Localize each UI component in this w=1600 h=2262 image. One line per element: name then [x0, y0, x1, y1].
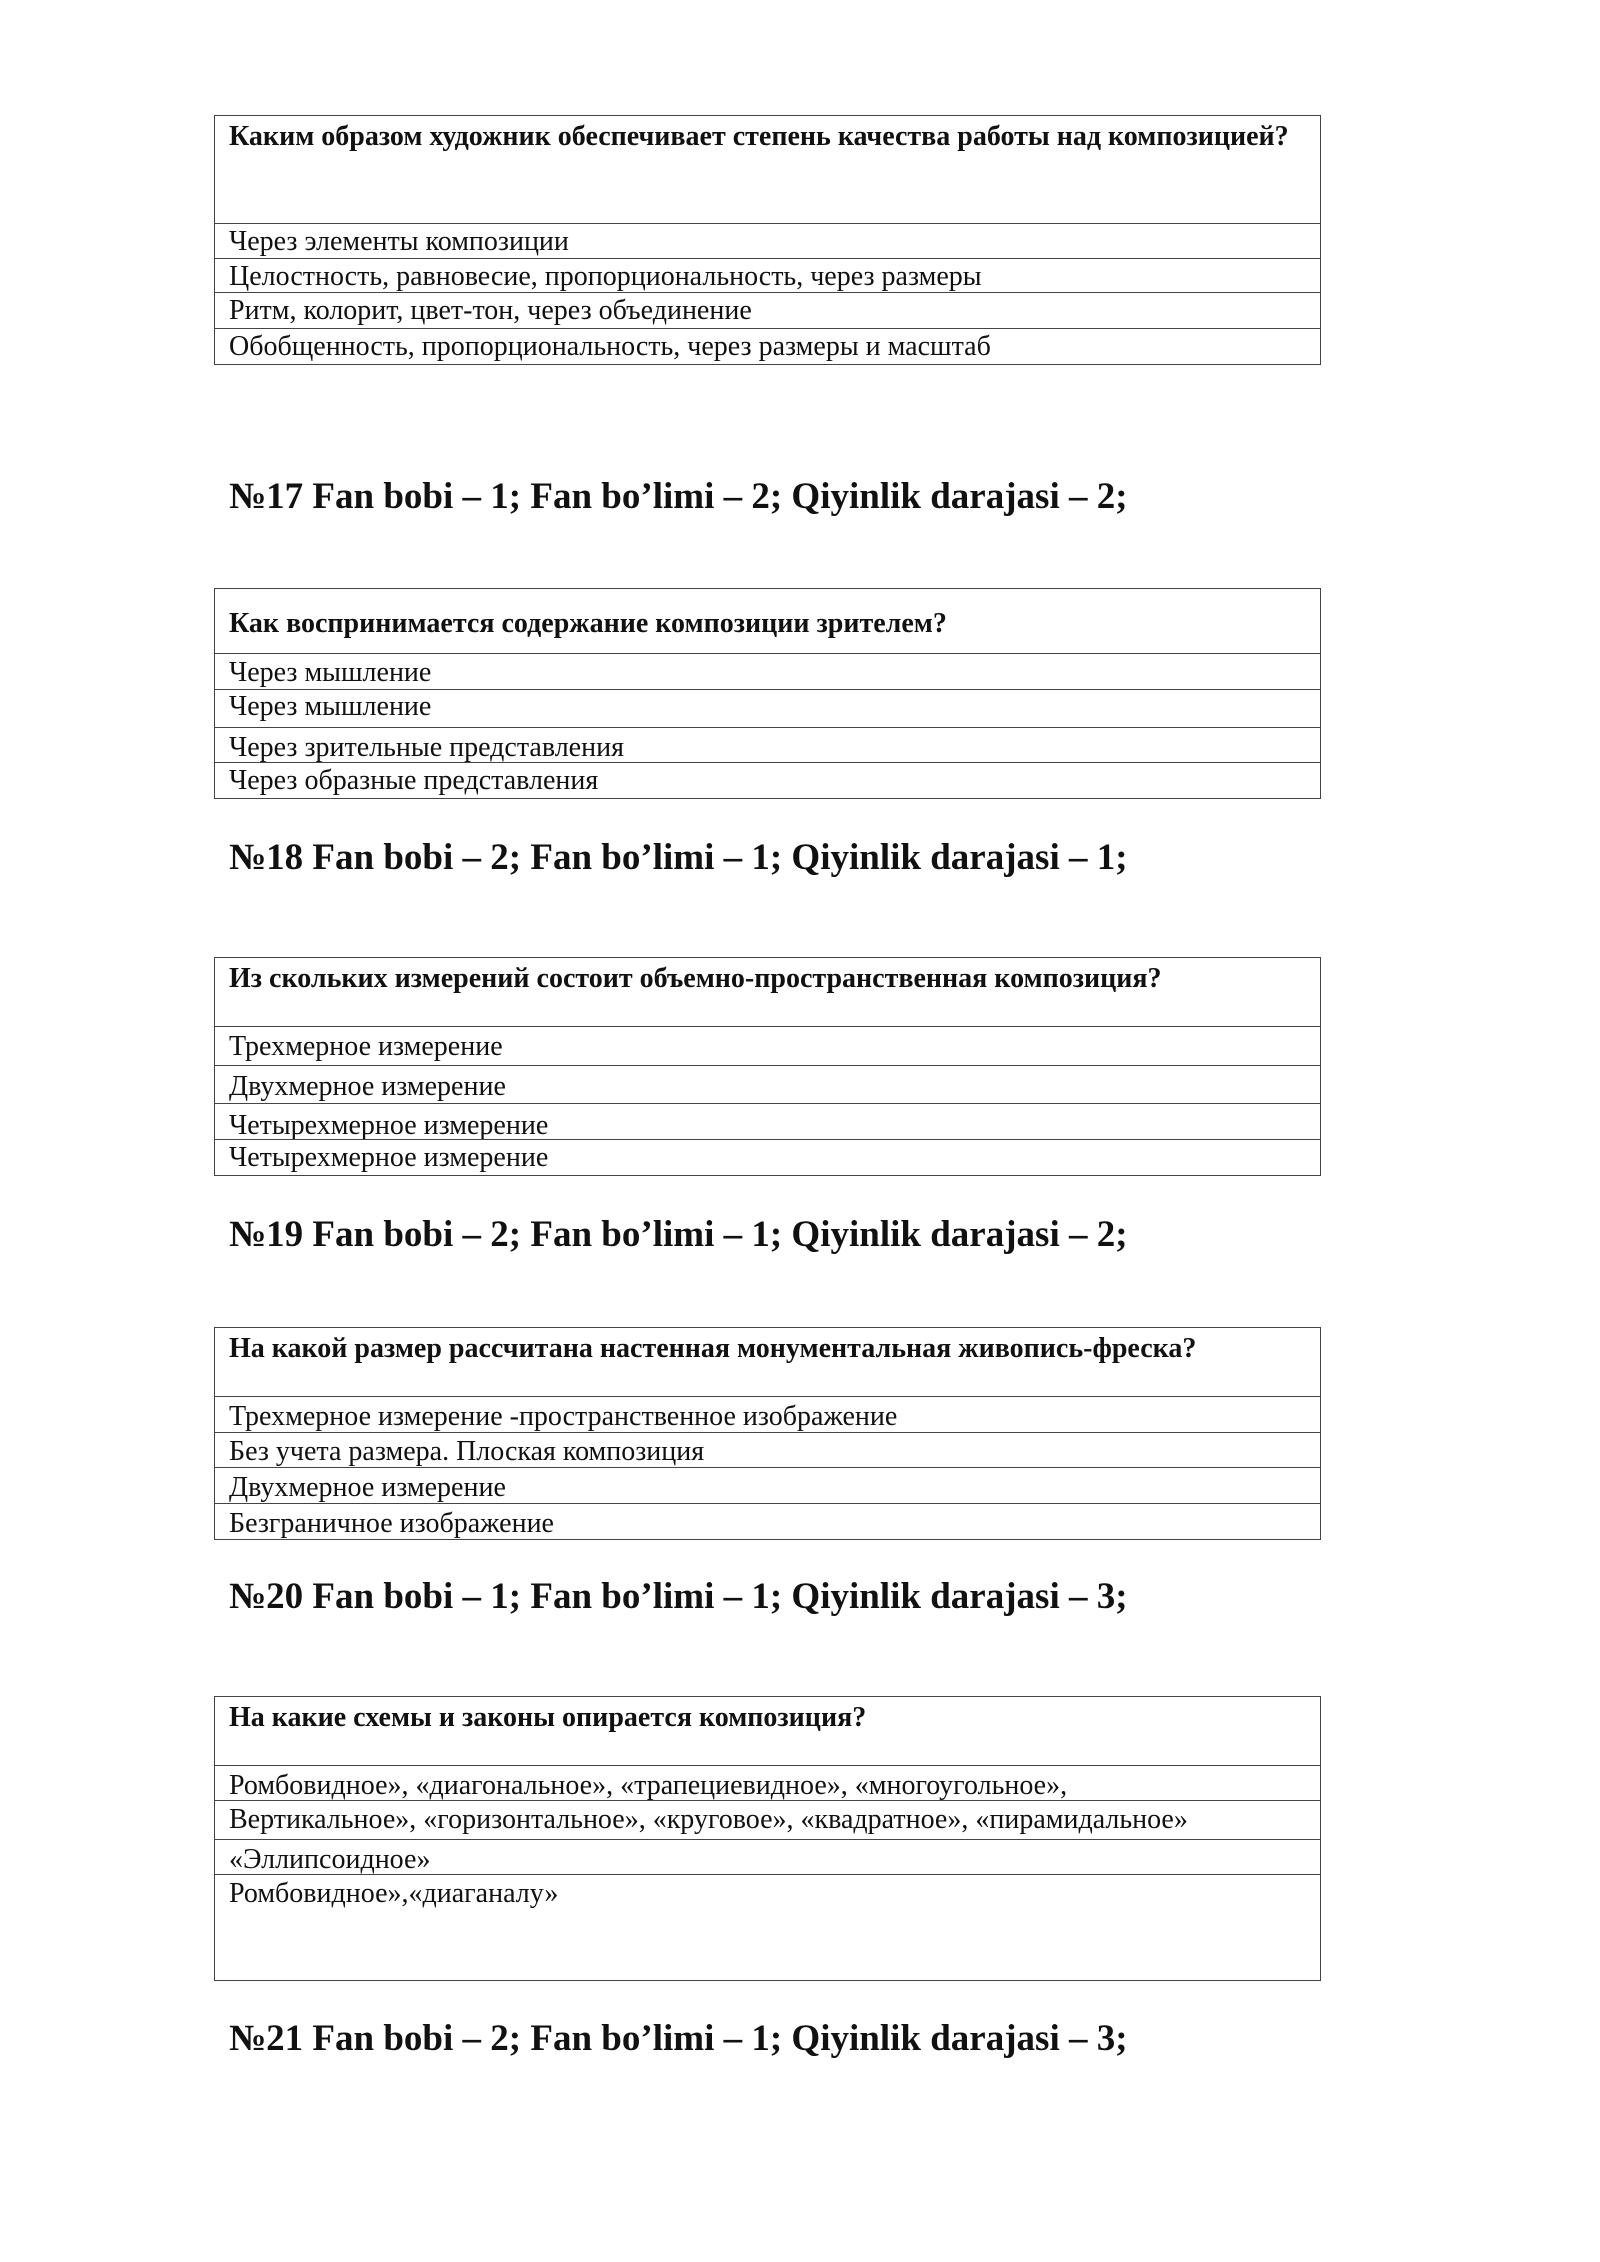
question-table: [214, 115, 1321, 365]
question-text: Из скольких измерений состоит объемно-пространственная композиция?: [215, 958, 1320, 1027]
answer-option: Через элементы композиции: [215, 224, 1320, 259]
question-text: Каким образом художник обеспечивает степень качества работы над композицией?: [215, 116, 1320, 224]
question-text: На какой размер рассчитана настенная монументальная живопись-фреска?: [215, 1328, 1320, 1397]
answer-option: Через образные представления: [229, 765, 599, 796]
question-text: На какие схемы и законы опирается композиция?: [215, 1697, 1320, 1766]
answer-option: Целостность, равновесие, пропорциональность, через размеры: [215, 259, 1320, 293]
question-table: [214, 1696, 1321, 1981]
answer-option: Через мышление: [215, 690, 1320, 728]
question-table: [214, 1327, 1321, 1540]
answer-option: Четырехмерное измерение: [229, 1142, 549, 1173]
question-table: [214, 588, 1321, 799]
answer-option: Без учета размера. Плоская композиция: [215, 1433, 1320, 1468]
answer-option: Ромбовидное», «диагональное», «трапециевидное», «многоугольное»,: [215, 1766, 1320, 1801]
question-text: Как воспринимается содержание композиции зрителем?: [215, 589, 1320, 654]
answer-option: Двухмерное измерение: [215, 1066, 1320, 1104]
answer-option: Трехмерное измерение: [215, 1027, 1320, 1066]
answer-option: Трехмерное измерение -пространственное изображение: [215, 1397, 1320, 1433]
answer-option: Через зрительные представления: [215, 728, 1320, 763]
answer-option: Обобщенность, пропорциональность, через размеры и масштаб: [229, 331, 991, 362]
question-heading: №21 Fan bobi – 2; Fan bo’limi – 1; Qiyinlik darajasi – 3;: [229, 2018, 1128, 2059]
answer-option: Через мышление: [215, 654, 1320, 690]
question-heading: №17 Fan bobi – 1; Fan bo’limi – 2; Qiyinlik darajasi – 2;: [229, 476, 1128, 517]
question-heading: №18 Fan bobi – 2; Fan bo’limi – 1; Qiyinlik darajasi – 1;: [229, 837, 1128, 878]
answer-option: Четырехмерное измерение: [215, 1104, 1320, 1140]
answer-option: Безграничное изображение: [229, 1508, 554, 1539]
answer-option: Двухмерное измерение: [215, 1468, 1320, 1504]
question-heading: №19 Fan bobi – 2; Fan bo’limi – 1; Qiyinlik darajasi – 2;: [229, 1214, 1128, 1255]
answer-option: Ромбовидное»,«диаганалу»: [229, 1878, 559, 1909]
answer-option: Ритм, колорит, цвет-тон, через объединение: [215, 293, 1320, 329]
question-table: [214, 957, 1321, 1176]
answer-option: Вертикальное», «горизонтальное», «круговое», «квадратное», «пирамидальное»: [215, 1801, 1320, 1840]
question-heading: №20 Fan bobi – 1; Fan bo’limi – 1; Qiyinlik darajasi – 3;: [229, 1576, 1128, 1617]
answer-option: «Эллипсоидное»: [215, 1840, 1320, 1875]
